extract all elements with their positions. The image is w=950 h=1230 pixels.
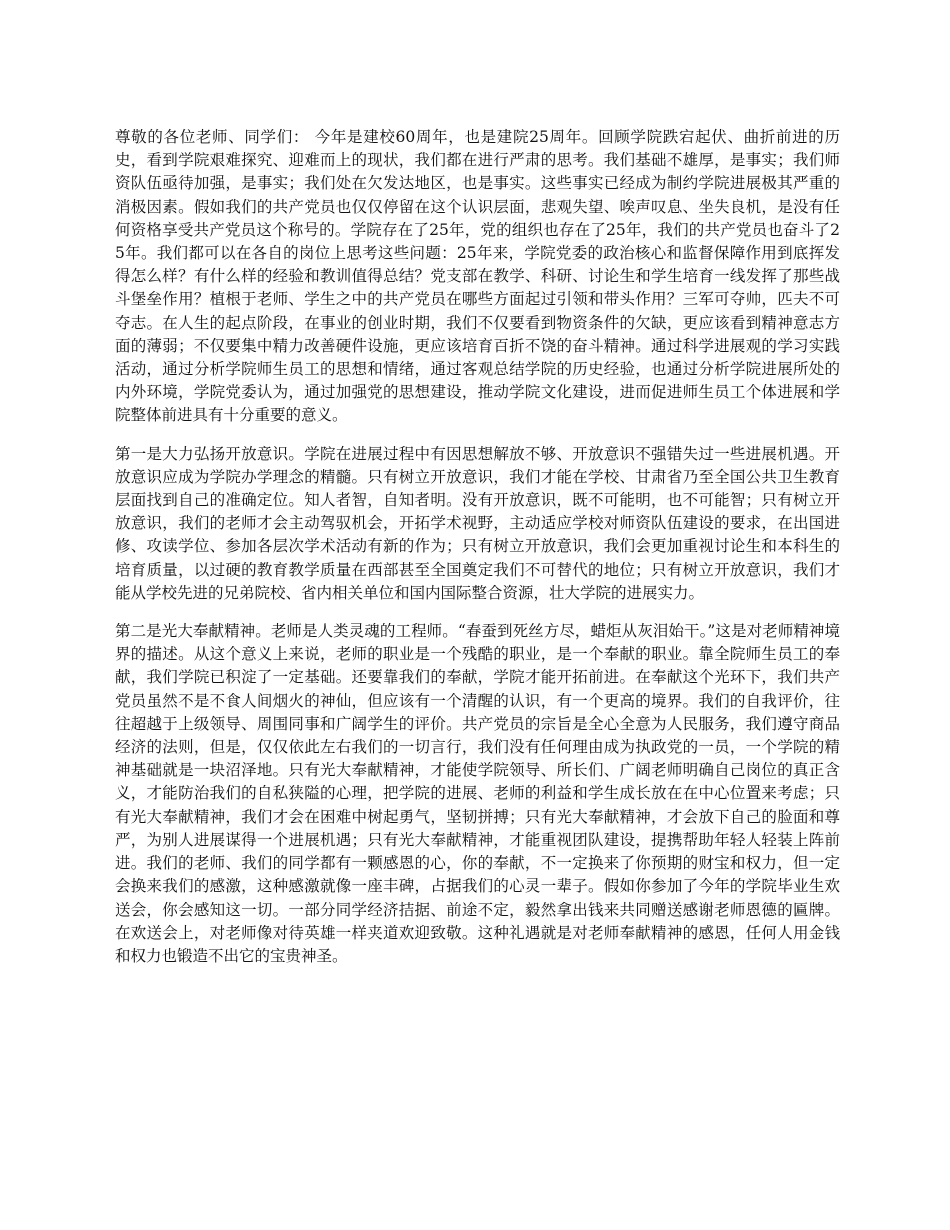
paragraph-dedication: 第二是光大奉献精神。老师是人类灵魂的工程师。“春蚕到死丝方尽，蜡炬从灰泪始干。”这是对老师精神境界的描述。从这个意义上来说，老师的职业是一个残酷的职业，是一个奉献的职业。靠全院师生员工的奉献，我们学院已积淀了一定基础。还要靠我们的奉献，学院才能开拓前进。在奉献这个光环下，我们共产党员虽然不是不食人间烟火的神仙，但应该有一个清醒的认识，有一个更高的境界。我们的自我评价，往往超越于上级领导、周围同事和广阔学生的评价。共产党员的宗旨是全心全意为人民服务，我们遵守商品经济的法则，但是，仅仅依此左右我们的一切言行，我们没有任何理由成为执政党的一员，一个学院的精神基础就是一块沼泽地。只有光大奉献精神，才能使学院领导、所长们、广阔老师明确自己岗位的真正含义，才能防治我们的自私狭隘的心理，把学院的进展、老师的利益和学生成长放在在中心位置来考虑；只有光大奉献精神，我们才会在困难中树起勇气，坚韧拼搏；只有光大奉献精神，才会放下自己的脸面和尊严，为别人进展谋得一个进展机遇；只有光大奉献精神，才能重视团队建设，提携帮助年轻人轻装上阵前进。我们的老师、我们的同学都有一颗感恩的心，你的奉献，不一定换来了你预期的财宝和权力，但一定会换来我们的感激，这种感激就像一座丰碑，占据我们的心灵一辈子。假如你参加了今年的学院毕业生欢送会，你会感知这一切。一部分同学经济拮据、前途不定，毅然拿出钱来共同赠送感谢老师恩德的匾牌。在欢送会上，对老师像对待英雄一样夹道欢迎致敬。这种礼遇就是对老师奉献精神的感恩，任何人用金钱和权力也锻造不出它的宝贵神圣。 [115, 622, 840, 965]
document-body [115, 126, 840, 983]
paragraph-intro: 尊敬的各位老师、同学们： 今年是建校60周年，也是建院25周年。回顾学院跌宕起伏、曲折前进的历史，看到学院艰难探究、迎难而上的现状，我们都在进行严肃的思考。我们基础不雄厚，是事实；我们师资队伍亟待加强，是事实；我们处在欠发达地区，也是事实。这些事实已经成为制约学院进展极其严重的消极因素。假如我们的共产党员也仅仅停留在这个认识层面，悲观失望、唉声叹息、坐失良机，是没有任何资格享受共产党员这个称号的。学院存在了25年，党的组织也存在了25年，我们的共产党员也奋斗了25年。我们都可以在各自的岗位上思考这些问题：25年来，学院党委的政治核心和监督保障作用到底挥发得怎么样？有什么样的经验和教训值得总结？党支部在教学、科研、讨论生和学生培育一线发挥了那些战斗堡垒作用？植根于老师、学生之中的共产党员在哪些方面起过引领和带头作用？三军可夺帅，匹夫不可夺志。在人生的起点阶段，在事业的创业时期，我们不仅要看到物资条件的欠缺，更应该看到精神意志方面的薄弱；不仅要集中精力改善硬件设施，更应该培育百折不饶的奋斗精神。通过科学进展观的学习实践活动，通过分析学院师生员工的思想和情绪，通过客观总结学院的历史经验，也通过分析学院进展所处的内外环境，学院党委认为，通过加强党的思想建设，推动学院文化建设，进而促进师生员工个体进展和学院整体前进具有十分重要的意义。 [115, 128, 840, 425]
paragraph-openness: 第一是大力弘扬开放意识。学院在进展过程中有因思想解放不够、开放意识不强错失过一些进展机遇。开放意识应成为学院办学理念的精髓。只有树立开放意识，我们才能在学校、甘肃省乃至全国公共卫生教育层面找到自己的准确定位。知人者智，自知者明。没有开放意识，既不可能明，也不可能智；只有树立开放意识，我们的老师才会主动驾驭机会，开拓学术视野，主动适应学校对师资队伍建设的要求，在出国进修、攻读学位、参加各层次学术活动有新的作为；只有树立开放意识，我们会更加重视讨论生和本科生的培育质量，以过硬的教育教学质量在西部甚至全国奠定我们不可替代的地位；只有树立开放意识，我们才能从学校先进的兄弟院校、省内相关单位和国内国际整合资源，壮大学院的进展实力。 [115, 444, 840, 602]
